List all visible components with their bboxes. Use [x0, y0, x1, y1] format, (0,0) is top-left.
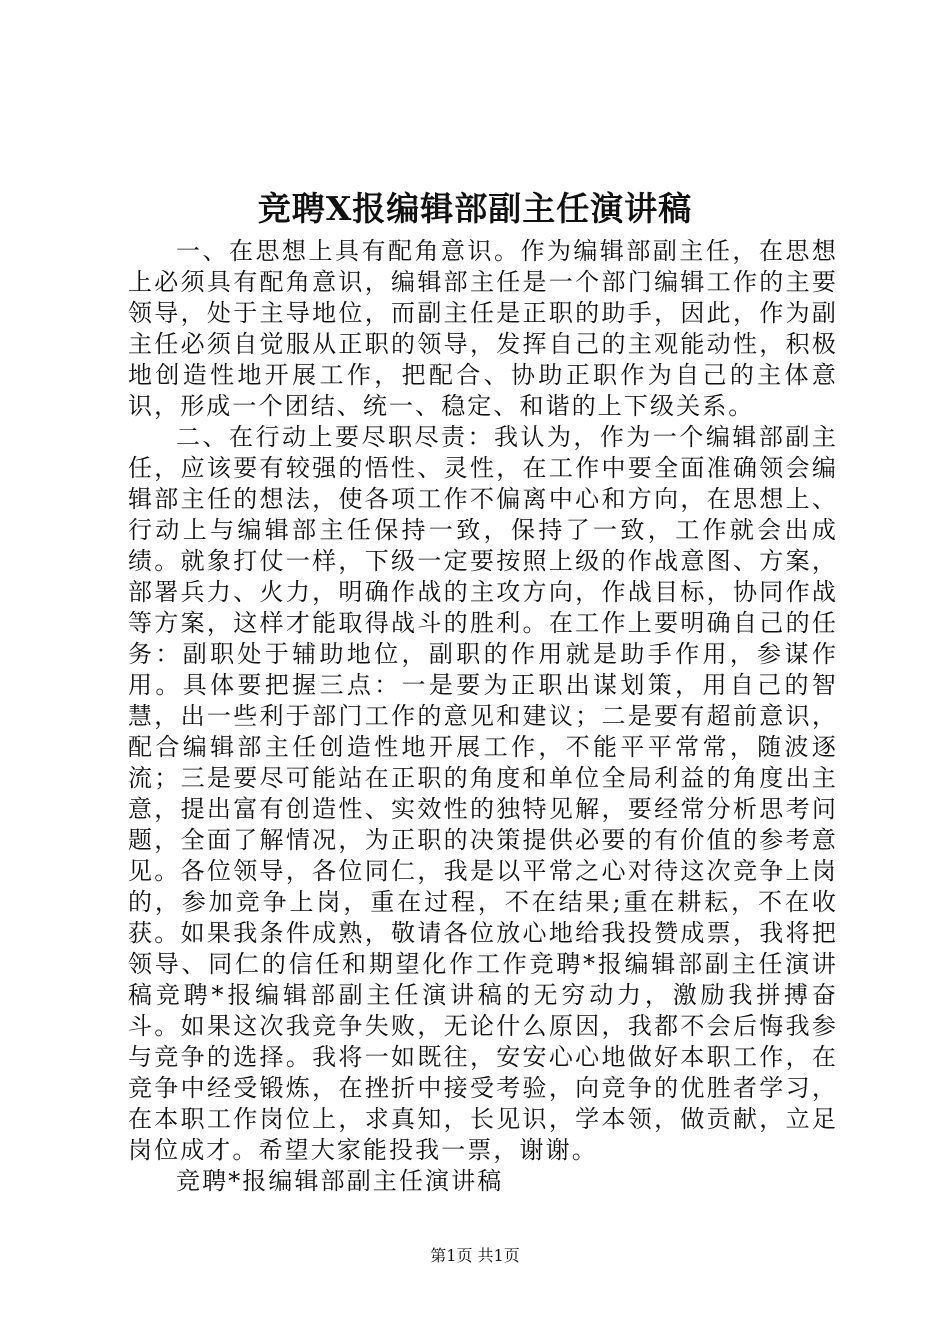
- paragraph-closing-title: 竞聘*报编辑部副主任演讲稿: [176, 1167, 504, 1195]
- page-number-footer: 第1页 共1页: [430, 1246, 520, 1265]
- document-title: 竞聘X报编辑部副主任演讲稿: [257, 189, 693, 228]
- paragraph-1: 一、在思想上具有配角意识。作为编辑部副主任，在思想上必须具有配角意识，编辑部主任是一个部门编辑工作的主要领导，处于主导地位，而副主任是正职的助手，因此，作为副主任必须自觉服从正职的领导，发挥自己的主观能动性，积极地创造性地开展工作，把配合、协助正职作为自己的主体意识，形成一个团结、统一、稳定、和谐的上下级关系。: [128, 237, 838, 420]
- paragraph-2: 二、在行动上要尽职尽责：我认为，作为一个编辑部副主任，应该要有较强的悟性、灵性，在工作中要全面准确领会编辑部主任的想法，使各项工作不偏离中心和方向，在思想上、行动上与编辑部主任保持一致，保持了一致，工作就会出成绩。就象打仗一样，下级一定要按照上级的作战意图、方案，部署兵力、火力，明确作战的主攻方向，作战目标，协同作战等方案，这样才能取得战斗的胜利。在工作上要明确自己的任务：副职处于辅助地位，副职的作用就是助手作用，参谋作用。具体要把握三点：一是要为正职出谋划策，用自己的智慧，出一些利于部门工作的意见和建议；二是要有超前意识，配合编辑部主任创造性地开展工作，不能平平常常，随波逐流；三是要尽可能站在正职的角度和单位全局利益的角度出主意，提出富有创造性、实效性的独特见解，要经常分析思考问题，全面了解情况，为正职的决策提供必要的有价值的参考意见。各位领导，各位同仁，我是以平常之心对待这次竞争上岗的，参加竞争上岗，重在过程，不在结果;重在耕耘，不在收获。如果我条件成熟，敬请各位放心地给我投赞成票，我将把领导、同仁的信任和期望化作工作竞聘*报编辑部副主任演讲稿竞聘*报编辑部副主任演讲稿的无穷动力，激励我拼搏奋斗。如果这次我竞争失败，无论什么原因，我都不会后悔我参与竞争的选择。我将一如既往，安安心心地做好本职工作，在竞争中经受锻炼，在挫折中接受考验，向竞争的优胜者学习，在本职工作岗位上，求真知，长见识，学本领，做贡献，立足岗位成才。希望大家能投我一票，谢谢。: [128, 423, 838, 1164]
- document-body: [128, 236, 838, 1197]
